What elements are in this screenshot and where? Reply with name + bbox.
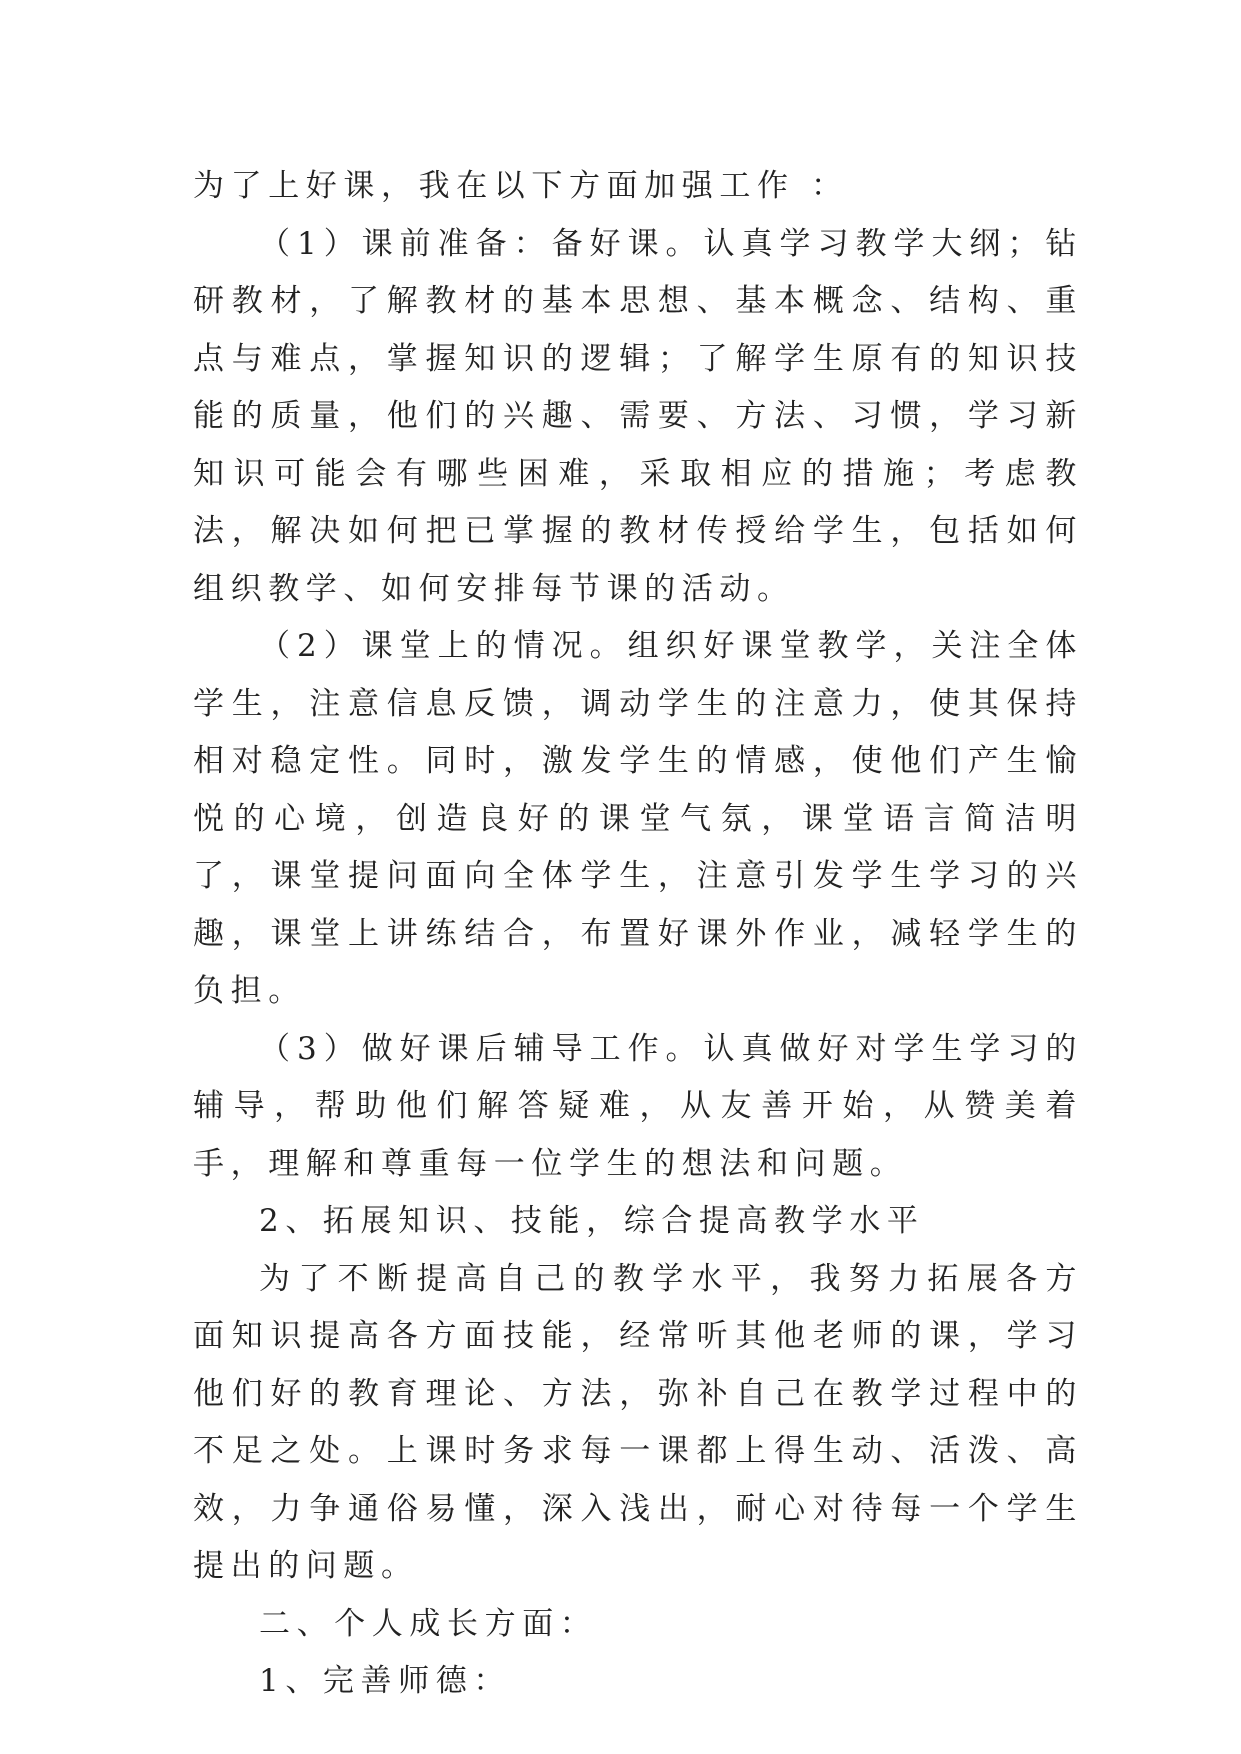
paragraph-classroom-situation: （2）课堂上的情况。组织好课堂教学，关注全体学生，注意信息反馈，调动学生的注意力，使其保持相对稳定性。同时，激发学生的情感，使他们产生愉悦的心境，创造良好的课堂气氛，课堂语言简洁明了，课堂提问面向全体学生，注意引发学生学习的兴趣，课堂上讲练结合，布置好课外作业，减轻学生的负担。 [193,628,1083,1009]
section-heading-personal-growth: 二、个人成长方面： [259,1605,598,1642]
section-heading-expand-knowledge: 2、拓展知识、技能，综合提高教学水平 [259,1203,925,1239]
document-body [193,158,1083,1711]
paragraph-intro: 为了上好课，我在以下方面加强工作 ： [193,168,849,204]
paragraph-improve-teaching: 为了不断提高自己的教学水平，我努力拓展各方面知识提高各方面技能，经常听其他老师的课，学习他们好的教育理论、方法，弥补自己在教学过程中的不足之处。上课时务求每一课都上得生动、活泼、高效，力争通俗易懂，深入浅出，耐心对待每一个学生提出的问题。 [193,1260,1083,1584]
section-heading-teacher-ethics: 1、完善师德： [259,1663,511,1699]
paragraph-after-class-tutoring: （3）做好课后辅导工作。认真做好对学生学习的辅导，帮助他们解答疑难，从友善开始，从赞美着手，理解和尊重每一位学生的想法和问题。 [193,1030,1083,1182]
paragraph-lesson-preparation: （1）课前准备：备好课。认真学习教学大纲；钻研教材，了解教材的基本思想、基本概念、结构、重点与难点，掌握知识的逻辑；了解学生原有的知识技能的质量，他们的兴趣、需要、方法、习惯，学习新知识可能会有哪些困难，采取相应的措施；考虑教法，解决如何把已掌握的教材传授给学生，包括如何组织教学、如何安排每节课的活动。 [193,225,1083,607]
